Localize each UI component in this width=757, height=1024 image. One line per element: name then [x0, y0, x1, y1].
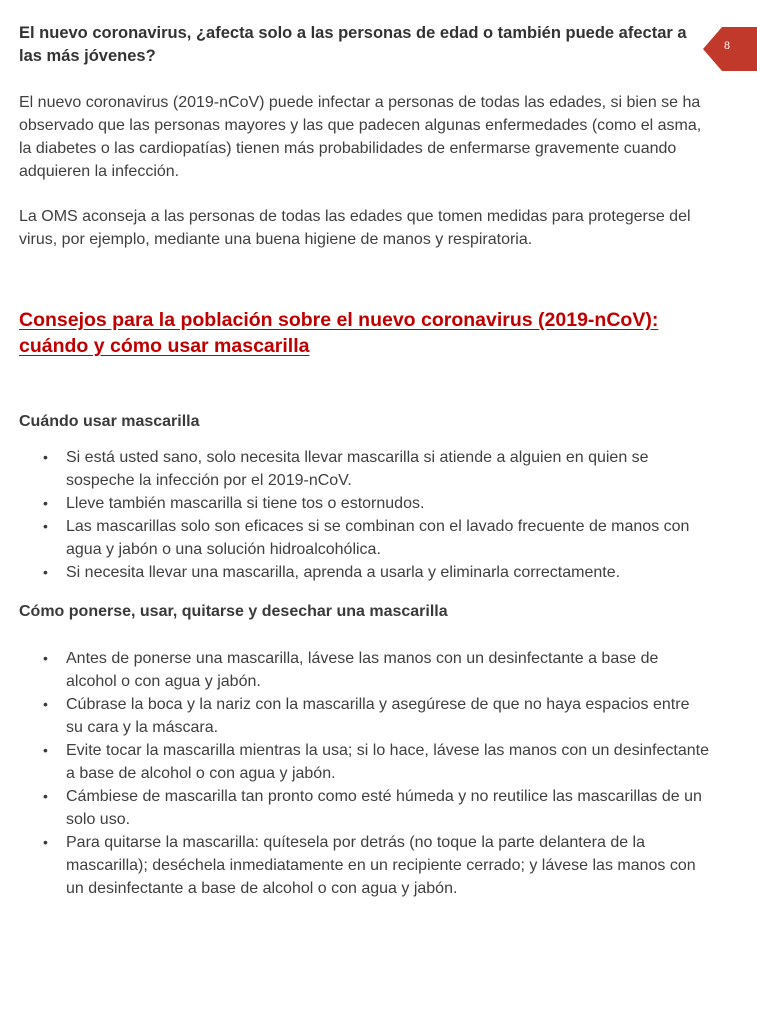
page-number: 8	[724, 38, 730, 52]
list-item: • Para quitarse la mascarilla: quítesela por detrás (no toque la parte delantera de la mascarilla); deséchela inmediatamente en un recipiente cerrado; y lávese las manos con un desinfectante a base de alcohol o con agua y jabón.	[19, 831, 709, 900]
when-to-use-list	[19, 446, 709, 584]
bullet-icon: •	[43, 788, 48, 804]
list-item: • Evite tocar la mascarilla mientras la usa; si lo hace, lávese las manos con un desinfectante a base de alcohol o con agua y jabón.	[19, 739, 709, 785]
bullet-icon: •	[43, 518, 48, 534]
bullet-icon: •	[43, 696, 48, 712]
list-item: • Cúbrase la boca y la nariz con la mascarilla y asegúrese de que no haya espacios entre su cara y la máscara.	[19, 693, 709, 739]
bullet-icon: •	[43, 495, 48, 511]
document-page	[19, 22, 709, 900]
bullet-icon: •	[43, 564, 48, 580]
answer-paragraph-1: El nuevo coronavirus (2019-nCoV) puede infectar a personas de todas las edades, si bien se ha observado que las personas mayores y las que padecen algunas enfermedades (como el asma, la diabetes o las cardiopatías) tienen más probabilidades de enfermarse gravemente cuando adquieren la infección.	[19, 94, 702, 180]
bullet-icon: •	[43, 834, 48, 850]
list-item: • Antes de ponerse una mascarilla, lávese las manos con un desinfectante a base de alcohol o con agua y jabón.	[19, 647, 709, 693]
list-item: • Si está usted sano, solo necesita llevar mascarilla si atiende a alguien en quien se sospeche la infección por el 2019-nCoV.	[19, 446, 709, 492]
list-item: • Si necesita llevar una mascarilla, aprenda a usarla y eliminarla correctamente.	[19, 561, 709, 584]
how-to-use-list	[19, 647, 709, 900]
how-to-use-heading: Cómo ponerse, usar, quitarse y desechar una mascarilla	[19, 603, 448, 620]
section-title: Consejos para la población sobre el nuevo coronavirus (2019-nCoV): cuándo y cómo usar mascarilla	[19, 309, 659, 357]
bullet-icon: •	[43, 449, 48, 465]
list-item: • Las mascarillas solo son eficaces si se combinan con el lavado frecuente de manos con agua y jabón o una solución hidroalcohólica.	[19, 515, 709, 561]
list-item: • Lleve también mascarilla si tiene tos o estornudos.	[19, 492, 709, 515]
answer-paragraph-2: La OMS aconseja a las personas de todas las edades que tomen medidas para protegerse del virus, por ejemplo, mediante una buena higiene de manos y respiratoria.	[19, 208, 691, 248]
bullet-icon: •	[43, 650, 48, 666]
bullet-icon: •	[43, 742, 48, 758]
list-item: • Cámbiese de mascarilla tan pronto como esté húmeda y no reutilice las mascarillas de un solo uso.	[19, 785, 709, 831]
when-to-use-heading: Cuándo usar mascarilla	[19, 413, 200, 430]
question-heading: El nuevo coronavirus, ¿afecta solo a las personas de edad o también puede afectar a las más jóvenes?	[19, 24, 687, 65]
